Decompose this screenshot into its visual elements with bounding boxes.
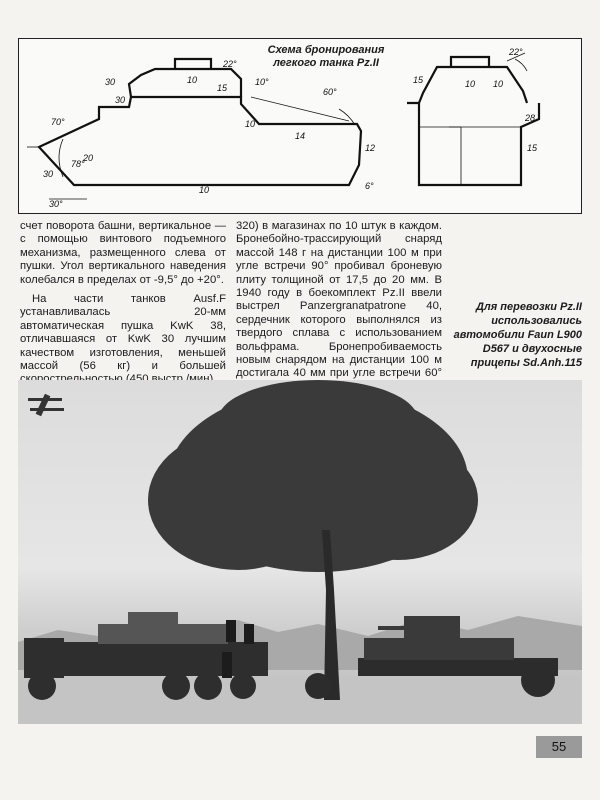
hull-front-outline: [407, 103, 539, 185]
label-n20: 20: [83, 153, 94, 163]
tank-on-trailer: [364, 616, 514, 660]
label-a22-front: 22°: [509, 47, 523, 57]
text-column-2: [236, 220, 442, 400]
photo-caption: Для перевозки Pz.II использовались автомобили Faun L900 D567 и двухосные прицепы Sd.Anh.115: [453, 301, 582, 369]
label-n15b: 15: [413, 75, 424, 85]
label-n10a: 10: [187, 75, 198, 85]
label-n10c: 10: [199, 185, 210, 195]
label-n30b: 30: [115, 95, 126, 105]
label-a60: 60°: [323, 87, 337, 97]
tree: [148, 380, 478, 572]
label-a30: 30°: [49, 199, 63, 209]
label-n28: 28: [525, 113, 536, 123]
page-number: 55: [536, 736, 582, 758]
label-n10d: 10: [465, 79, 476, 89]
paragraph: На части танков Ausf.F устанавливалась 20-мм автоматическая пушка KwK 38, отличавшаяся от KwK 30 лучшим качеством изготовления, меньшей массой (56 кг) и большей: [20, 293, 226, 373]
label-n30a: 30: [105, 77, 116, 87]
cupola-front: [451, 57, 489, 67]
label-a78: 78°: [71, 159, 85, 169]
ground: [18, 676, 582, 724]
label-n10b: 10: [245, 119, 256, 129]
armor-diagram: [18, 38, 582, 214]
photo-illustration: [18, 380, 582, 724]
label-n10e: 10: [493, 79, 504, 89]
biplane: [28, 394, 64, 416]
label-n15c: 15: [527, 143, 538, 153]
label-n14: 14: [295, 131, 306, 141]
photo-tank-transport: [18, 380, 582, 724]
label-a22-top: 22°: [223, 59, 237, 69]
tank-on-truck: [98, 612, 228, 644]
paragraph: счет поворота башни, вертикальное — с помощью винтового подъемного механизма, размещенного слева от пушки. Угол вертикального наведения колебался в пределах от -9,5° до +20°.: [20, 220, 226, 286]
label-a70: 70°: [51, 117, 65, 127]
cupola-side: [175, 59, 211, 69]
label-n30c: 30: [43, 169, 54, 179]
hull-side-outline: [39, 97, 361, 185]
label-n15a: 15: [217, 83, 228, 93]
diagram-title: Схема бронирования легкого танка Pz.II: [267, 44, 385, 69]
paragraph: 320) в магазинах по 10 штук в каждом. Бронебойно-трассирующий снаряд массой 148 г на дистанции 100 м при угле встречи 90° пробивал броневую плиту толщиной от 17,5 до 20 мм. В 1940 году в боекомплект Pz.II ввели выстрел Panzergranatpatrone 40, сердечник которого выполнялся из твердого сплава с использованием вольфрама. Бронепробиваемость новым снарядом на дистанции 100 м достигала 40 мм при угле встречи 60°: [236, 220, 442, 380]
label-n12: 12: [365, 143, 376, 153]
label-a6: 6°: [365, 181, 374, 191]
label-a10: 10°: [255, 77, 269, 87]
